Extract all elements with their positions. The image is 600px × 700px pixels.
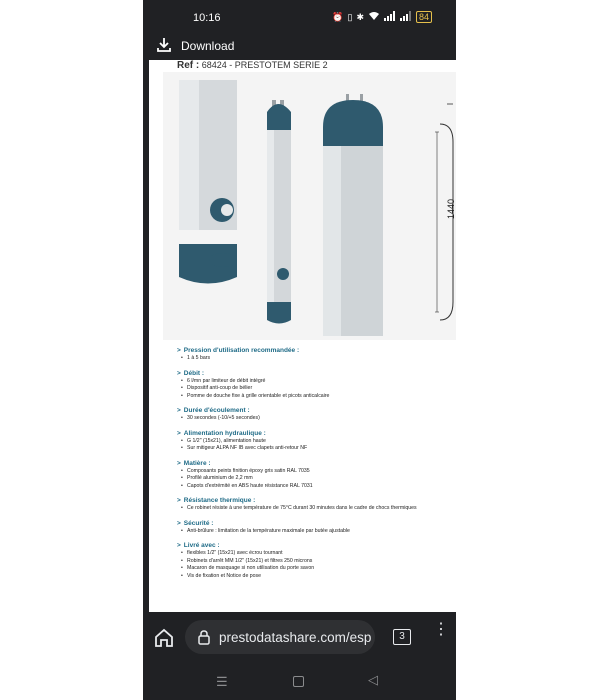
download-bar[interactable] [143, 34, 456, 60]
spec-title: > Sécurité : [177, 519, 214, 527]
phone-screen [143, 0, 456, 700]
product-image-panel [163, 72, 456, 340]
spec-title: > Débit : [177, 369, 205, 377]
spec-item: • 6 l/mn par limiteur de débit intégré [177, 378, 452, 386]
spec-section [177, 496, 452, 513]
url-text[interactable]: prestodatashare.com/esp [219, 630, 372, 645]
spec-item: • Profilé aluminium de 2,2 mm [177, 475, 452, 483]
product-ref [177, 60, 328, 71]
spec-item: • 1 à 5 bars [177, 355, 452, 363]
spec-item: • Pomme de douche fixe à grille orientable et picots anticalcaire [177, 393, 452, 401]
document-page [149, 60, 456, 612]
spec-item: • Anti-brûlure : limitation de la température maximale par butée ajustable [177, 528, 452, 536]
browser-toolbar [143, 612, 456, 662]
product-illustration [163, 72, 456, 340]
address-bar[interactable] [185, 620, 375, 654]
spec-title: > Pression d'utilisation recommandée : [177, 347, 300, 354]
spec-section [177, 406, 452, 423]
ref-text: 68424 - PRESTOTEM SERIE 2 [201, 60, 328, 70]
home-icon[interactable] [153, 627, 175, 649]
spec-section [177, 459, 452, 491]
lock-icon [197, 629, 211, 645]
spec-item: • Macaron de masquage si non utilisation du porte savon [177, 565, 452, 573]
system-navigation [143, 662, 456, 700]
spec-section [177, 541, 452, 580]
wifi-icon [368, 11, 380, 23]
status-bar [143, 0, 456, 34]
spec-item: • Sur mitigeur ALPA NF IB avec clapets anti-retour NF [177, 445, 452, 453]
spec-item: • 30 secondes (-10/+5 secondes) [177, 415, 452, 423]
spec-item: • flexibles 1/2" (15x21) avec écrou tournant [177, 550, 452, 558]
specifications [177, 346, 452, 586]
status-icons [332, 11, 432, 23]
signal-icon-2 [400, 11, 412, 23]
spec-section [177, 519, 452, 536]
spec-title: > Alimentation hydraulique : [177, 429, 266, 437]
spec-item: • Robinets d'arrêt MM 1/2" (15x21) et filtres 250 microns [177, 558, 452, 566]
spec-section [177, 429, 452, 453]
signal-icon [384, 11, 396, 23]
spec-title: > Livré avec : [177, 542, 220, 549]
status-time: 10:16 [193, 12, 221, 24]
spec-title: > Matière : [177, 459, 211, 467]
spec-item: • Capots d'extrémité en ABS haute résistance RAL 7031 [177, 483, 452, 491]
download-icon[interactable] [155, 36, 173, 54]
dimension-label: 1440 [446, 198, 456, 219]
spec-item: • Ce robinet résiste à une température de 75°C durant 30 minutes dans le cadre de chocs thermiques [177, 505, 452, 513]
system-home-icon[interactable] [293, 676, 304, 687]
recent-apps-icon[interactable]: ☰ [216, 674, 228, 689]
back-icon[interactable]: ◁ [368, 672, 378, 687]
ref-label: Ref : [177, 60, 200, 71]
download-label[interactable]: Download [181, 39, 235, 53]
spec-item: • G 1/2" (15x21), alimentation haute [177, 438, 452, 446]
spec-title: > Résistance thermique : [177, 497, 256, 504]
overflow-menu-icon[interactable]: ⋮ [433, 621, 449, 638]
spec-item: • Composants peints finition époxy gris satin RAL 7035 [177, 468, 452, 476]
tab-switcher-button[interactable]: 3 [393, 629, 411, 645]
spec-section [177, 369, 452, 401]
battery-icon: 84 [416, 11, 432, 23]
bluetooth-icon: ✱ [356, 12, 364, 22]
alarm-icon: ⏰ [332, 12, 344, 22]
spec-item: • Dispositif anti-coup de bélier [177, 385, 452, 393]
vibrate-icon: ▯ [347, 12, 353, 22]
spec-section [177, 346, 452, 363]
spec-item: • Vis de fixation et Notice de pose [177, 573, 452, 581]
spec-title: > Durée d'écoulement : [177, 407, 250, 414]
